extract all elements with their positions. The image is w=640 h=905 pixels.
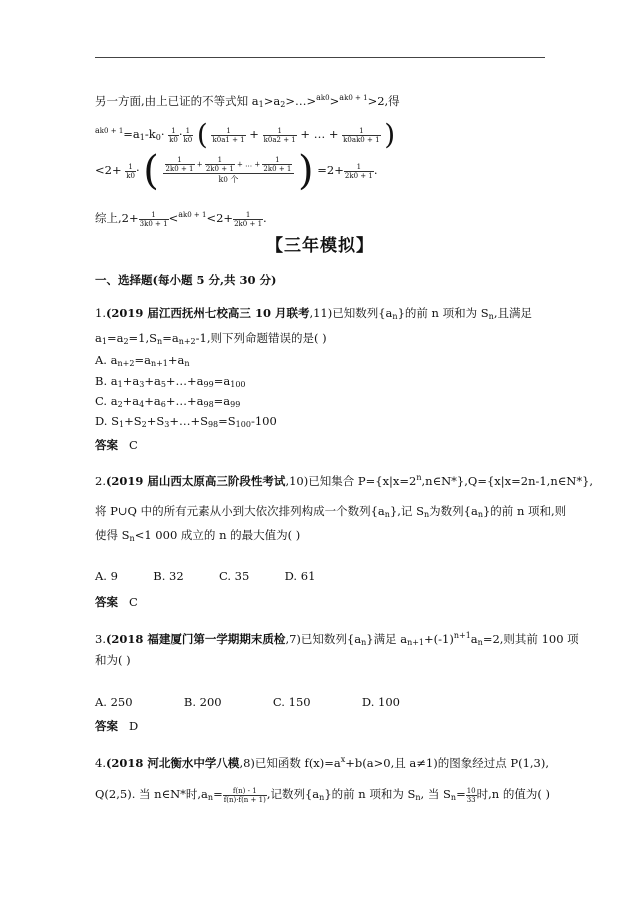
q2-option-a[interactable]: A. 9 — [95, 569, 118, 583]
q4-stem-line2: Q(2,5). 当 n∈N*时$,a_n=$ $\frac{f(n) - 1}{f(n)\cdot f(n + 1)}$ ,记数列$\{a_n\}$的前 n 项和为 $S_n$, 当 $S_n=$ $\frac{10}{33}$ 时,n 的值为( ) — [95, 786, 550, 804]
proof-line-3: <2+ $\frac{1}{k0}$ · ( $\frac{1}{2k0 + 1}$ + $\frac{1}{2k0 + 1}$ + … + $\frac{1}{2k0 + 1}$ k0 个 ) =2+ $\frac{1}{2k0 + 1}$ . — [95, 148, 378, 194]
q2-stem-line3: 使得 $S_n<1$ 000 成立的 n 的最大值为( ) — [95, 528, 301, 543]
proof-line-1: 另一方面,由上已证的不等式知 $a_1>a_2>\dots>^{ak0}>^{ak0 + 1}>2$,得 — [95, 93, 400, 109]
q1-stem: 1.(2019 届江西抚州七校高三 10 月联考,11)已知数列$\{a_n\}$的前 n 项和为 $S_n$,且满足 — [95, 306, 532, 321]
q3-option-d[interactable]: D. 100 — [361, 695, 400, 709]
q1-option-b[interactable]: B. $a_1+a_3+a_5+\dots+a_{99}=a_{100}$ — [95, 374, 246, 389]
q3-option-c[interactable]: C. 150 — [272, 695, 311, 709]
part1-heading: 一、选择题(每小题 5 分,共 30 分) — [95, 273, 277, 287]
q4-stem: 4.(2018 河北衡水中学八模,8)已知函数 $f(x)=a^x+b(a>0$,且 a≠1)的图象经过点 P(1,3), — [95, 755, 550, 770]
q1-option-a[interactable]: A. $a_{n+2}=a_{n+1}+a_n$ — [95, 353, 190, 368]
q2-stem-line2: 将 P∪Q 中的所有元素从小到大依次排列构成一个数列$\{a_n\}$,记 $S_n$为数列$\{a_n\}$的前 n 项和,则 — [95, 504, 567, 519]
q2-options — [95, 568, 315, 584]
q2-option-b[interactable]: B. 32 — [153, 569, 184, 583]
q3-options — [95, 694, 400, 710]
q2-option-d[interactable]: D. 61 — [284, 569, 316, 583]
q2-stem: 2.(2019 届山西太原高三阶段性考试,10)已知集合 $P=\{x|x=2^n,n\in N*\},Q=\{x|x=2n-1,n\in N*\}$, — [95, 473, 594, 488]
proof-line-2: $^{ak0 + 1}=a_1-k_0\cdot$ $\frac{1}{k0}$ · $\frac{1}{k0}$ ( $\frac{1}{k0a1 + 1}$ + $\frac{1}{k0a2 + 1}$ + … + $\frac{1}{k0ak0 + 1}$ ) — [95, 118, 396, 151]
q3-stem: 3.(2018 福建厦门第一学期期末质检,7)已知数列$\{a_n\}$满足 $a_{n+1}+(-1)^{n+1}a_n=2$,则其前 100 项 — [95, 631, 579, 647]
q1-option-d[interactable]: D. $S_1+S_2+S_3+\dots+S_{98}=S_{100}-100$ — [95, 414, 277, 429]
q3-option-a[interactable]: A. 250 — [95, 695, 133, 709]
section-title: 【三年模拟】 — [266, 236, 374, 256]
q3-stem-line2: 和为( ) — [95, 653, 131, 667]
q2-answer: 答案 C — [95, 595, 138, 609]
q2-option-c[interactable]: C. 35 — [218, 569, 250, 583]
q3-option-b[interactable]: B. 200 — [183, 695, 222, 709]
header-rule — [95, 57, 545, 58]
proof-line-4: 综上,2+ $\frac{1}{3k0 + 1}$ <$^{ak0 + 1}$<2+ $\frac{1}{2k0 + 1}$ . — [95, 210, 267, 228]
q1-option-c[interactable]: C. $a_2+a_4+a_6+\dots+a_{98}=a_{99}$ — [95, 394, 241, 409]
q1-answer: 答案 C — [95, 438, 138, 452]
q3-answer: 答案 D — [95, 719, 139, 733]
q1-stem-line2: $a_1=a_2=1,S_n=a_{n+2}-1$,则下列命题错误的是( ) — [95, 331, 327, 346]
